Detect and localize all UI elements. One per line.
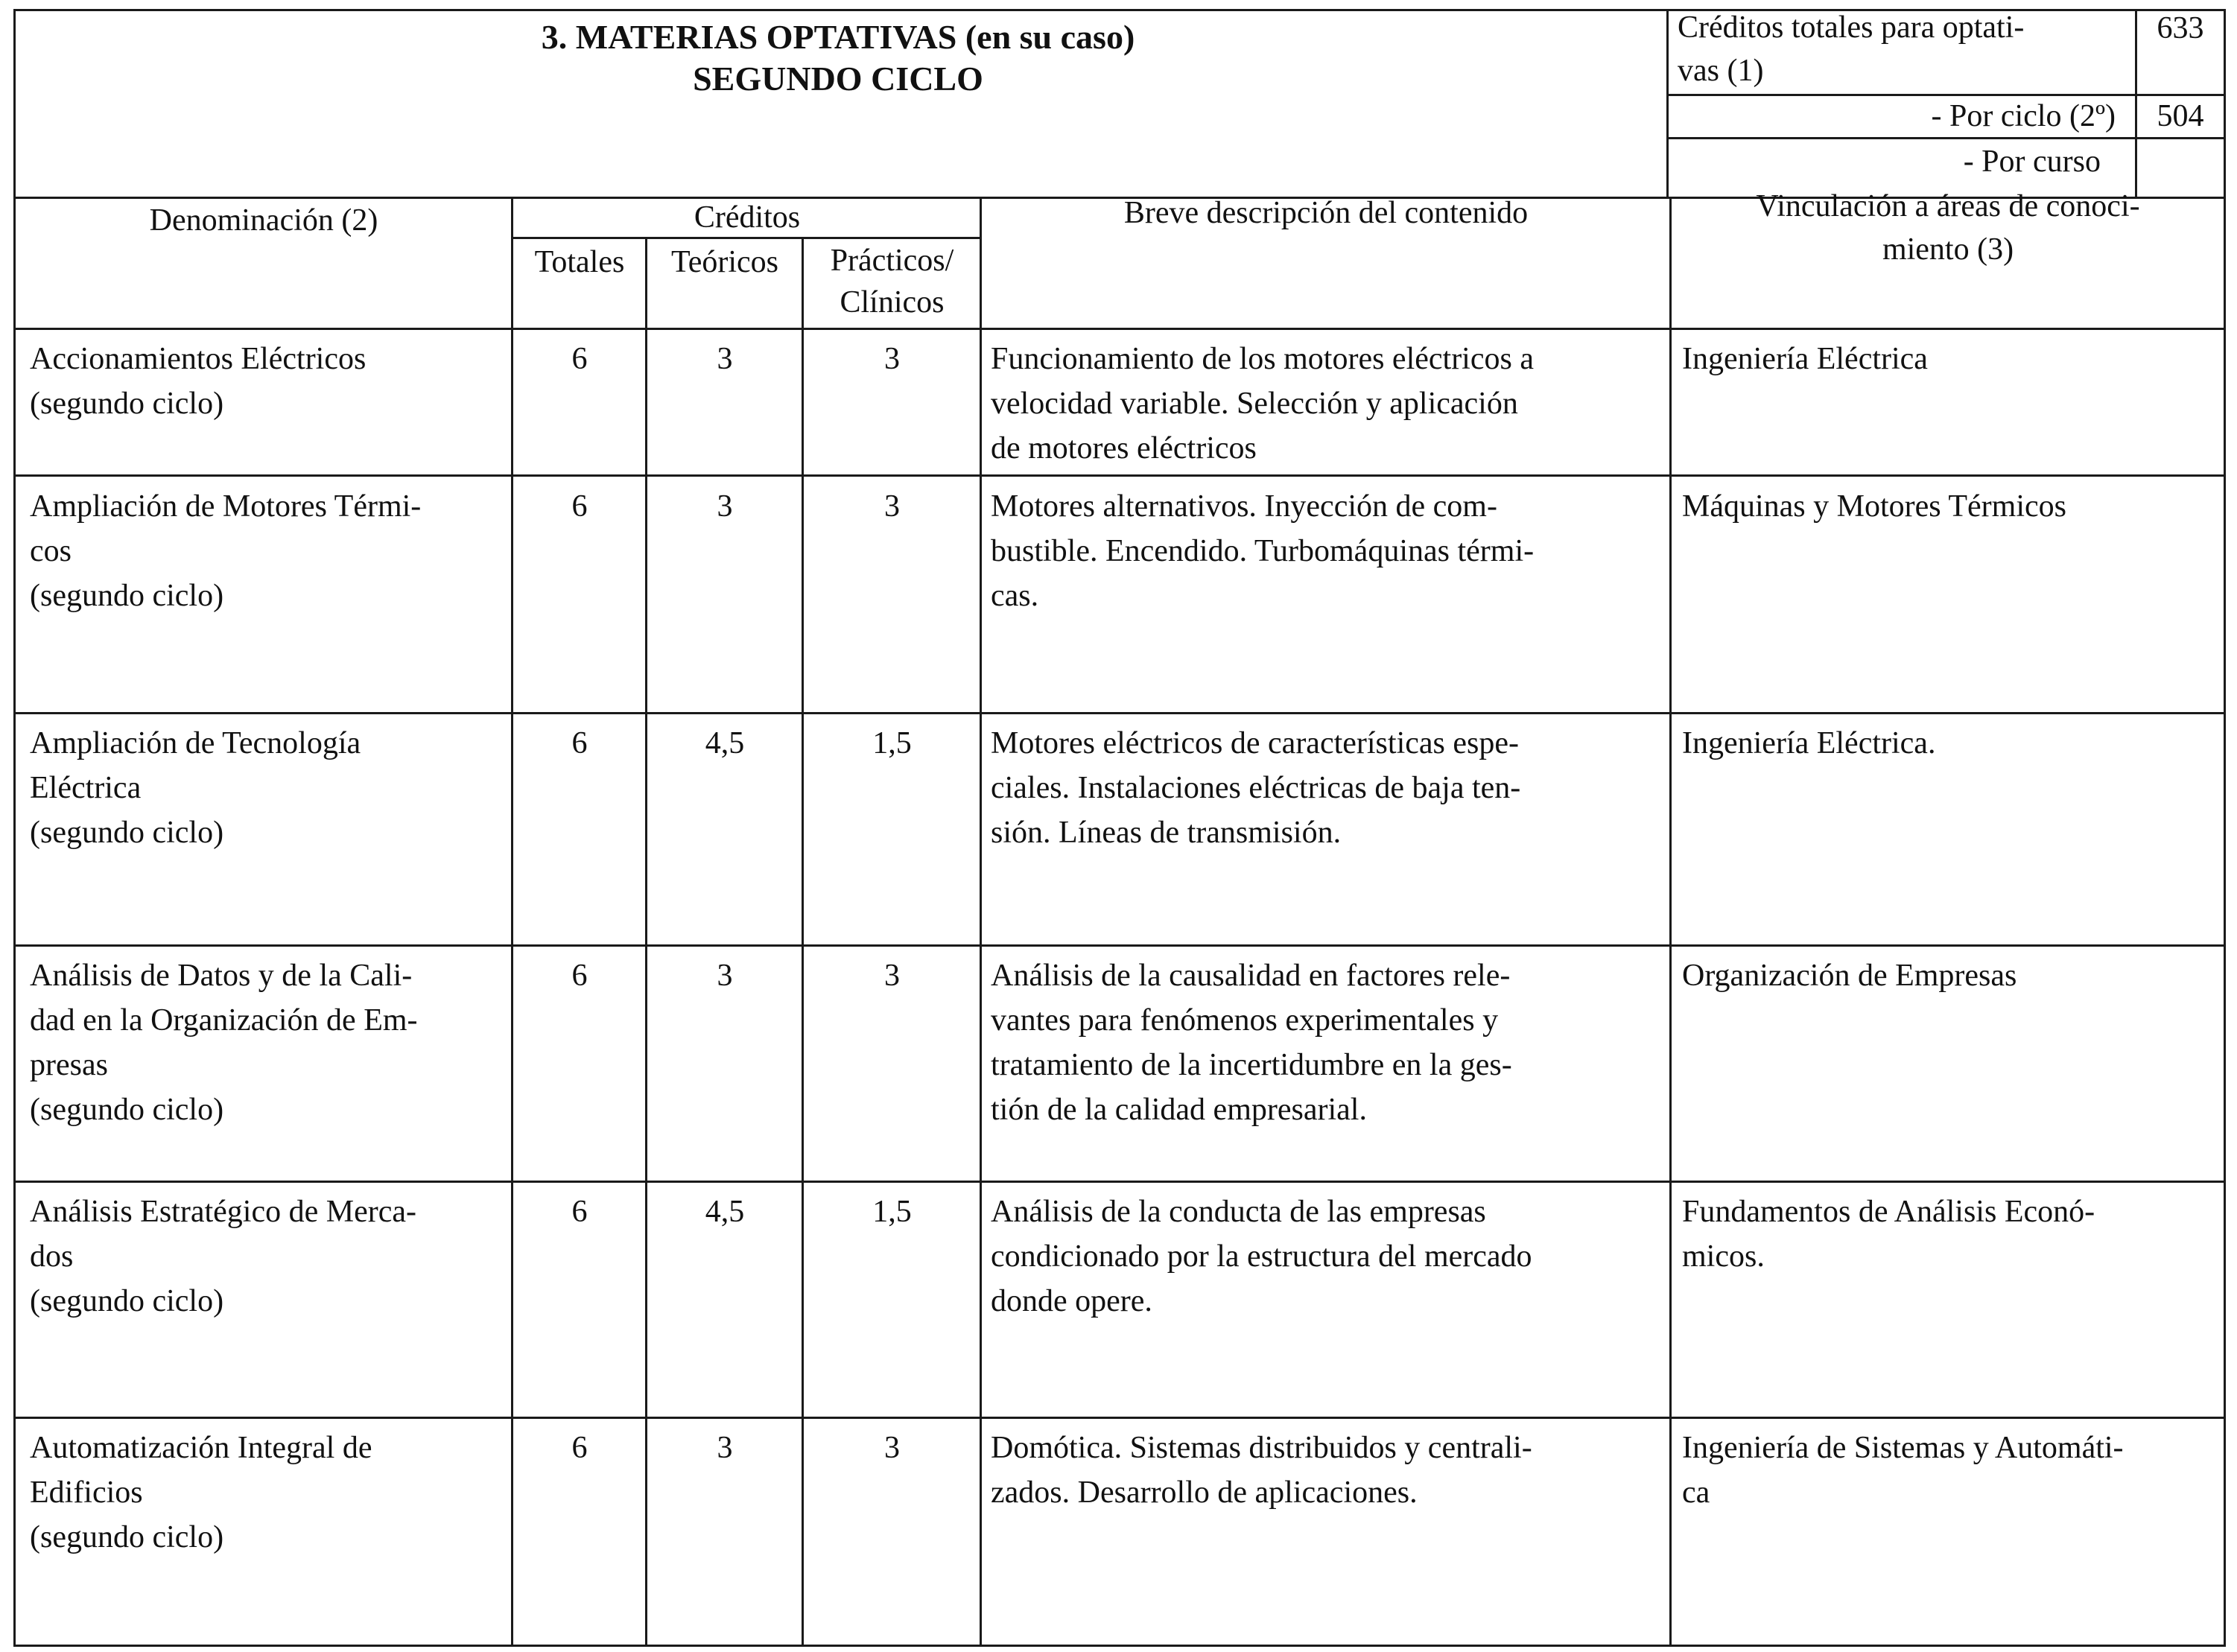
content-description <box>991 484 1661 618</box>
subject-name-line: Edificios <box>30 1475 143 1510</box>
rule <box>511 197 513 1647</box>
subject-name <box>30 1189 499 1324</box>
rule <box>13 1417 2226 1419</box>
col-header-vinculacion-line-1: Vinculación a áreas de conoci- <box>1756 189 2140 223</box>
credits-teoricos: 3 <box>717 342 733 376</box>
rule <box>2224 9 2226 1647</box>
rule <box>2135 9 2137 199</box>
credits-totales: 6 <box>571 1195 588 1229</box>
knowledge-area <box>1682 1189 2218 1279</box>
content-description-line: de motores eléctricos <box>991 431 1257 466</box>
rule <box>802 237 804 1647</box>
subject-name-line: Automatización Integral de <box>30 1431 372 1465</box>
subject-name-line: (segundo ciclo) <box>30 816 224 850</box>
knowledge-area-line: Ingeniería Eléctrica. <box>1682 726 1936 760</box>
content-description-line: cas. <box>991 579 1039 613</box>
credits-teoricos: 4,5 <box>705 1195 745 1229</box>
rule <box>980 197 982 1647</box>
col-header-teoricos: Teóricos <box>670 245 778 279</box>
content-description <box>991 721 1661 855</box>
content-description <box>991 953 1661 1132</box>
subject-name-line: Accionamientos Eléctricos <box>30 342 367 376</box>
knowledge-area <box>1682 484 2218 529</box>
content-description <box>991 1426 1661 1515</box>
credits-totales: 6 <box>571 489 588 524</box>
title-line-1: 3. MATERIAS OPTATIVAS (en su caso) <box>541 18 1135 56</box>
rule <box>13 474 2226 477</box>
credits-total-label-line-1: Créditos totales para optati- <box>1678 10 2025 45</box>
credits-teoricos: 4,5 <box>705 726 745 760</box>
content-description-line: Motores eléctricos de características espe- <box>991 726 1519 760</box>
content-description-line: Motores alternativos. Inyección de com- <box>991 489 1497 524</box>
knowledge-area <box>1682 721 2218 766</box>
subject-name-line: (segundo ciclo) <box>30 1520 224 1554</box>
subject-name-line: dad en la Organización de Em- <box>30 1003 418 1038</box>
subject-name <box>30 1426 499 1560</box>
content-description-line: zados. Desarrollo de aplicaciones. <box>991 1475 1418 1510</box>
rule <box>13 328 2226 330</box>
subject-name-line: dos <box>30 1239 74 1274</box>
knowledge-area-line: Máquinas y Motores Térmicos <box>1682 489 2066 524</box>
credits-practicos: 3 <box>884 489 900 524</box>
content-description-line: condicionado por la estructura del mercado <box>991 1239 1532 1274</box>
rule <box>645 237 647 1647</box>
content-description-line: tión de la calidad empresarial. <box>991 1093 1367 1127</box>
credits-practicos: 3 <box>884 342 900 376</box>
knowledge-area-line: Organización de Empresas <box>1682 959 2017 993</box>
subject-name-line: cos <box>30 534 72 568</box>
subject-name-line: Análisis de Datos y de la Cali- <box>30 959 413 993</box>
col-header-denominacion: Denominación (2) <box>149 203 378 238</box>
credits-totales: 6 <box>571 1431 588 1465</box>
credits-practicos: 3 <box>884 1431 900 1465</box>
subject-name-line: (segundo ciclo) <box>30 1093 224 1127</box>
content-description-line: Funcionamiento de los motores eléctricos a <box>991 342 1534 376</box>
col-header-vinculacion-line-2: miento (3) <box>1882 232 2014 267</box>
subject-name <box>30 721 499 855</box>
subject-name-line: Ampliación de Tecnología <box>30 726 361 760</box>
col-header-practicos-line-2: Clínicos <box>840 285 945 320</box>
subject-name-line: Análisis Estratégico de Merca- <box>30 1195 416 1229</box>
credits-total-label-line-2: vas (1) <box>1678 54 1764 88</box>
knowledge-area <box>1682 337 2218 381</box>
credits-total-value: 633 <box>2157 11 2204 45</box>
subject-name-line: Ampliación de Motores Térmi- <box>30 489 422 524</box>
per-cycle-label: - Por ciclo (2º) <box>1931 99 2116 133</box>
credits-practicos: 1,5 <box>872 1195 912 1229</box>
credits-totales: 6 <box>571 342 588 376</box>
subject-name-line: presas <box>30 1048 108 1082</box>
content-description-line: tratamiento de la incertidumbre en la ges- <box>991 1048 1512 1082</box>
subject-name-line: Eléctrica <box>30 771 142 805</box>
knowledge-area <box>1682 953 2218 998</box>
subject-name <box>30 337 499 426</box>
rule <box>13 9 16 1647</box>
col-header-practicos-line-1: Prácticos/ <box>830 244 954 278</box>
knowledge-area-line: ca <box>1682 1475 1710 1510</box>
rule <box>13 1645 2226 1647</box>
content-description-line: donde opere. <box>991 1284 1152 1318</box>
credits-total-label <box>1678 6 2125 92</box>
content-description-line: bustible. Encendido. Turbomáquinas térmi- <box>991 534 1535 568</box>
content-description <box>991 337 1661 471</box>
credits-totales: 6 <box>571 959 588 993</box>
rule <box>1669 197 1672 1647</box>
col-header-descripcion: Breve descripción del contenido <box>1123 196 1529 230</box>
content-description-line: Análisis de la conducta de las empresas <box>991 1195 1486 1229</box>
content-description-line: vantes para fenómenos experimentales y <box>991 1003 1499 1038</box>
content-description-line: velocidad variable. Selección y aplicación <box>991 387 1518 421</box>
content-description-line: Domótica. Sistemas distribuidos y centrali- <box>991 1431 1532 1465</box>
subject-name <box>30 484 499 618</box>
document-title <box>45 16 1631 100</box>
rule <box>13 1181 2226 1183</box>
knowledge-area <box>1682 1426 2218 1515</box>
per-cycle-value: 504 <box>2157 99 2204 133</box>
credits-totales: 6 <box>571 726 588 760</box>
credits-teoricos: 3 <box>717 959 733 993</box>
per-course-label: - Por curso <box>1963 144 2101 179</box>
credits-teoricos: 3 <box>717 489 733 524</box>
rule <box>13 944 2226 947</box>
content-description-line: Análisis de la causalidad en factores rele- <box>991 959 1511 993</box>
content-description-line: sión. Líneas de transmisión. <box>991 816 1342 850</box>
content-description <box>991 1189 1661 1324</box>
subject-name-line: (segundo ciclo) <box>30 1284 224 1318</box>
col-header-practicos <box>805 240 980 323</box>
knowledge-area-line: micos. <box>1682 1239 1765 1274</box>
subject-name-line: (segundo ciclo) <box>30 579 224 613</box>
col-header-totales: Totales <box>534 245 625 279</box>
rule <box>13 712 2226 714</box>
knowledge-area-line: Ingeniería de Sistemas y Automáti- <box>1682 1431 2124 1465</box>
title-line-2: SEGUNDO CICLO <box>693 60 983 98</box>
knowledge-area-line: Fundamentos de Análisis Econó- <box>1682 1195 2095 1229</box>
col-header-vinculacion <box>1673 185 2223 271</box>
credits-practicos: 3 <box>884 959 900 993</box>
credits-teoricos: 3 <box>717 1431 733 1465</box>
col-header-creditos: Créditos <box>694 200 801 235</box>
credits-practicos: 1,5 <box>872 726 912 760</box>
subject-name-line: (segundo ciclo) <box>30 387 224 421</box>
subject-name <box>30 953 499 1132</box>
knowledge-area-line: Ingeniería Eléctrica <box>1682 342 1928 376</box>
content-description-line: ciales. Instalaciones eléctricas de baja ten- <box>991 771 1521 805</box>
